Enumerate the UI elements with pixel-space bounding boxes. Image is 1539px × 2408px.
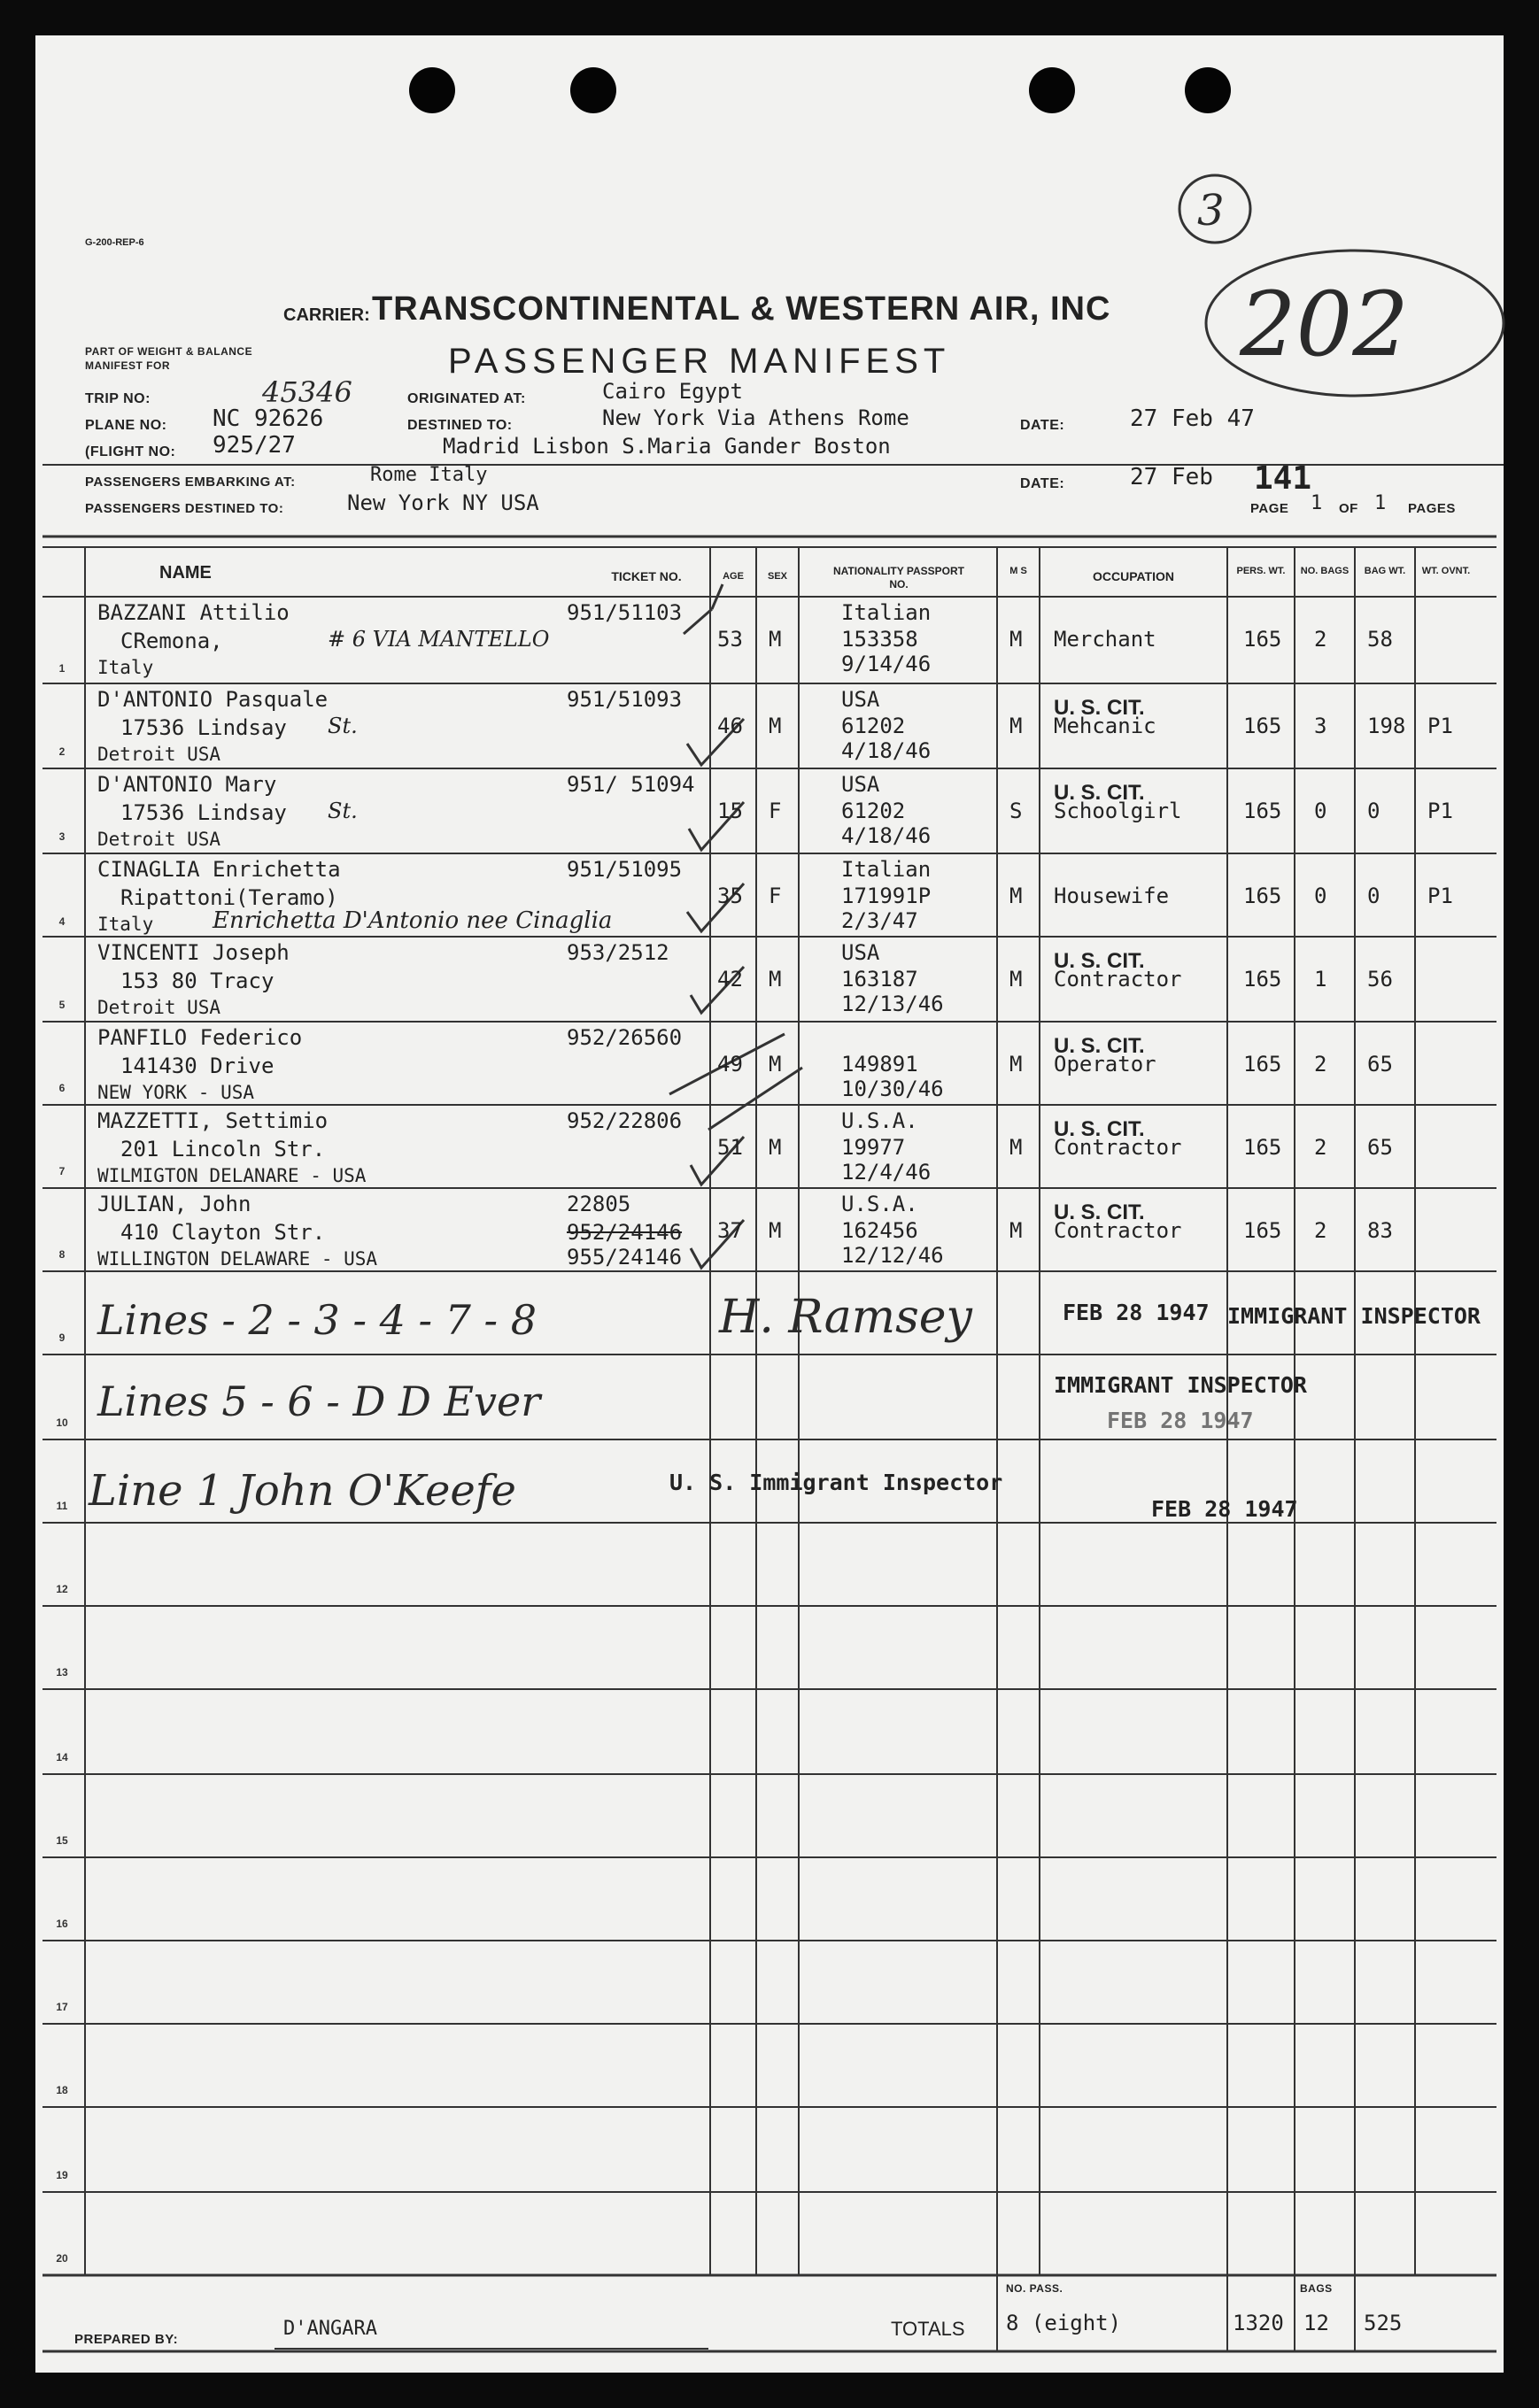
bag-weight: 58 xyxy=(1367,627,1393,652)
weight-overnight: P1 xyxy=(1427,714,1453,738)
stamp-title-3: U. S. Immigrant Inspector xyxy=(669,1470,1003,1495)
stamp-title-2: IMMIGRANT INSPECTOR xyxy=(1054,1372,1307,1398)
prepared-by-value: D'ANGARA xyxy=(283,2318,377,2340)
passenger-nationality: USA xyxy=(841,772,880,797)
inspection-line11-note: Line 1 John O'Keefe xyxy=(89,1466,516,1516)
passenger-occupation: Merchant xyxy=(1054,627,1156,652)
passenger-address-handwritten: St. xyxy=(328,799,358,823)
row-number: 2 xyxy=(58,745,66,758)
passenger-address: CRemona, xyxy=(120,629,223,653)
part-of-label: PART OF WEIGHT & BALANCE xyxy=(85,345,253,358)
ticket-number-corrected: 955/24146 xyxy=(567,1245,683,1270)
bag-weight: 0 xyxy=(1367,884,1380,908)
of-number: 1 xyxy=(1374,492,1387,514)
col-wt-ovnt: WT. OVNT. xyxy=(1421,566,1471,576)
passenger-occupation: Contractor xyxy=(1054,967,1182,992)
passport-number: 162456 xyxy=(841,1218,918,1243)
col-nationality: NATIONALITY PASSPORT NO. xyxy=(832,565,964,590)
marital-status: M xyxy=(1009,1135,1023,1160)
number-of-bags: 3 xyxy=(1314,714,1327,738)
no-pass-label: NO. PASS. xyxy=(1006,2282,1063,2295)
passenger-address-city: Italy xyxy=(97,657,154,678)
passenger-name-correction: Enrichetta D'Antonio nee Cinaglia xyxy=(213,907,613,934)
row-number: 10 xyxy=(56,1416,68,1429)
passport-number: 171991P xyxy=(841,884,932,908)
passenger-address-city: NEW YORK - USA xyxy=(97,1082,255,1103)
number-of-bags: 2 xyxy=(1314,1135,1327,1160)
page-label: PAGE xyxy=(1250,501,1289,516)
passenger-address: Ripattoni(Teramo) xyxy=(120,885,338,910)
ticket-number: 22805 xyxy=(567,1192,631,1216)
page-number: 1 xyxy=(1311,492,1323,514)
passenger-age: 46 xyxy=(717,714,743,738)
bag-weight: 198 xyxy=(1367,714,1406,738)
passenger-sex: M xyxy=(769,1218,782,1243)
passenger-name: BAZZANI Attilio xyxy=(97,600,290,625)
passport-number: 163187 xyxy=(841,967,918,992)
row-number: 9 xyxy=(58,1331,66,1344)
citizenship-stamp: U. S. CIT. xyxy=(1054,1200,1145,1224)
destined-label: DESTINED TO: xyxy=(407,418,513,433)
prepared-by-label: PREPARED BY: xyxy=(74,2332,179,2347)
plane-number: NC 92626 xyxy=(213,405,324,432)
number-of-bags: 0 xyxy=(1314,799,1327,823)
passenger-nationality: Italian xyxy=(841,600,932,625)
number-of-bags: 2 xyxy=(1314,627,1327,652)
carrier-name: TRANSCONTINENTAL & WESTERN AIR, INC xyxy=(372,290,1111,328)
passenger-occupation: Mehcanic xyxy=(1054,714,1156,738)
stamp-title-1: IMMIGRANT INSPECTOR xyxy=(1227,1303,1481,1329)
row-number: 20 xyxy=(56,2252,68,2265)
col-name: NAME xyxy=(159,563,212,583)
row-number: 3 xyxy=(58,830,66,843)
row-number: 16 xyxy=(56,1918,68,1930)
inspector-signature-1: H. Ramsey xyxy=(719,1291,972,1344)
passenger-sex: M xyxy=(769,1052,782,1077)
col-bag-wt: BAG WT. xyxy=(1364,566,1406,576)
part-of-label-2: MANIFEST FOR xyxy=(85,359,170,372)
passenger-address-handwritten: # 6 VIA MANTELLO xyxy=(328,627,550,652)
number-of-bags: 1 xyxy=(1314,967,1327,992)
passenger-address-city: Detroit USA xyxy=(97,997,221,1018)
passenger-address-city: Italy xyxy=(97,914,154,935)
passenger-age: 15 xyxy=(717,799,743,823)
stamp-date-2: FEB 28 1947 xyxy=(1107,1408,1254,1433)
number-of-bags: 0 xyxy=(1314,884,1327,908)
passport-date: 4/18/46 xyxy=(841,823,932,848)
passenger-address-city: WILMIGTON DELANARE - USA xyxy=(97,1165,367,1186)
personal-weight: 165 xyxy=(1243,1052,1282,1077)
passenger-address-handwritten: St. xyxy=(328,714,358,738)
passenger-sex: F xyxy=(769,884,782,908)
row-number: 4 xyxy=(58,915,66,928)
personal-weight: 165 xyxy=(1243,627,1282,652)
bag-wt-total: 525 xyxy=(1364,2311,1403,2335)
marital-status: M xyxy=(1009,1052,1023,1077)
table-grid xyxy=(35,35,1504,2373)
row-number: 18 xyxy=(56,2084,68,2096)
passenger-address: 201 Lincoln Str. xyxy=(120,1137,326,1162)
bag-weight: 56 xyxy=(1367,967,1393,992)
no-pass-total: 8 (eight) xyxy=(1006,2311,1122,2335)
citizenship-stamp: U. S. CIT. xyxy=(1054,949,1145,973)
row-number: 5 xyxy=(58,999,66,1011)
ticket-number: 951/51095 xyxy=(567,857,683,882)
marital-status: M xyxy=(1009,627,1023,652)
personal-weight: 165 xyxy=(1243,1218,1282,1243)
destined-pass-label: PASSENGERS DESTINED TO: xyxy=(85,501,284,516)
col-ticket: TICKET NO. xyxy=(611,569,682,583)
passenger-nationality: U.S.A. xyxy=(841,1108,918,1133)
destined-value-1: New York Via Athens Rome xyxy=(602,405,909,430)
row-number: 13 xyxy=(56,1666,68,1679)
ticket-number: 952/22806 xyxy=(567,1108,683,1133)
date2-year: 141 xyxy=(1254,460,1312,497)
manifest-title: PASSENGER MANIFEST xyxy=(448,342,951,381)
number-of-bags: 2 xyxy=(1314,1218,1327,1243)
col-pers-wt: PERS. WT. xyxy=(1236,566,1286,576)
personal-weight: 165 xyxy=(1243,884,1282,908)
marital-status: M xyxy=(1009,967,1023,992)
ticket-number: 951/ 51094 xyxy=(567,772,695,797)
date-value: 27 Feb 47 xyxy=(1130,405,1255,432)
personal-weight: 165 xyxy=(1243,967,1282,992)
passenger-name: MAZZETTI, Settimio xyxy=(97,1108,329,1133)
passenger-name: VINCENTI Joseph xyxy=(97,940,290,965)
passenger-sex: F xyxy=(769,799,782,823)
ticket-number: 951/51093 xyxy=(567,687,683,712)
passenger-nationality: USA xyxy=(841,940,880,965)
trip-label: TRIP NO: xyxy=(85,391,151,406)
weight-overnight: P1 xyxy=(1427,884,1453,908)
flight-number: 925/27 xyxy=(213,432,296,459)
passport-date: 10/30/46 xyxy=(841,1077,944,1101)
passenger-address: 17536 Lindsay xyxy=(120,800,287,825)
row-number: 19 xyxy=(56,2169,68,2181)
embarking-label: PASSENGERS EMBARKING AT: xyxy=(85,475,296,490)
row-number: 12 xyxy=(56,1583,68,1595)
passenger-sex: M xyxy=(769,1135,782,1160)
passenger-occupation: Schoolgirl xyxy=(1054,799,1182,823)
passenger-age: 42 xyxy=(717,967,743,992)
passport-number: 61202 xyxy=(841,714,906,738)
form-code: G-200-REP-6 xyxy=(85,237,144,248)
citizenship-stamp: U. S. CIT. xyxy=(1054,1117,1145,1141)
pages-label: PAGES xyxy=(1408,501,1456,516)
plane-label: PLANE NO: xyxy=(85,418,167,433)
col-age: AGE xyxy=(723,571,744,582)
passenger-occupation: Operator xyxy=(1054,1052,1156,1077)
circled-large-number: 202 xyxy=(1240,273,1409,376)
col-occupation: OCCUPATION xyxy=(1092,569,1175,583)
circled-number: 3 xyxy=(1197,186,1225,235)
passport-date: 9/14/46 xyxy=(841,652,932,676)
passenger-name: PANFILO Federico xyxy=(97,1025,303,1050)
date2-label: DATE: xyxy=(1020,476,1065,491)
marital-status: M xyxy=(1009,884,1023,908)
passport-number: 149891 xyxy=(841,1052,918,1077)
weight-overnight: P1 xyxy=(1427,799,1453,823)
passenger-address: 17536 Lindsay xyxy=(120,715,287,740)
citizenship-stamp: U. S. CIT. xyxy=(1054,696,1145,720)
bag-weight: 65 xyxy=(1367,1052,1393,1077)
passenger-occupation: Contractor xyxy=(1054,1218,1182,1243)
col-marital: M S xyxy=(1009,566,1027,576)
ticket-number: 951/51103 xyxy=(567,600,683,625)
of-label: OF xyxy=(1339,501,1358,516)
pers-wt-total: 1320 xyxy=(1233,2311,1284,2335)
row-number: 1 xyxy=(58,662,66,675)
col-sex: SEX xyxy=(767,571,787,582)
inspection-line10-note: Lines 5 - 6 - D D Ever xyxy=(97,1378,541,1425)
flight-label: (FLIGHT NO: xyxy=(85,444,176,459)
destined-value-2: Madrid Lisbon S.Maria Gander Boston xyxy=(443,434,891,459)
number-of-bags: 2 xyxy=(1314,1052,1327,1077)
passenger-nationality: Italian xyxy=(841,857,932,882)
passenger-sex: M xyxy=(769,714,782,738)
stamp-date-3: FEB 28 1947 xyxy=(1151,1496,1298,1522)
passport-date: 2/3/47 xyxy=(841,908,918,933)
ticket-number: 953/2512 xyxy=(567,940,669,965)
col-no-bags: NO. BAGS xyxy=(1300,566,1350,576)
bag-weight: 83 xyxy=(1367,1218,1393,1243)
passport-number: 19977 xyxy=(841,1135,906,1160)
passenger-nationality: USA xyxy=(841,687,880,712)
marital-status: M xyxy=(1009,1218,1023,1243)
bags-label: BAGS xyxy=(1300,2282,1333,2295)
destined-pass-value: New York NY USA xyxy=(347,490,539,515)
ticket-number-struck: 952/24146 xyxy=(567,1220,683,1245)
passenger-occupation: Contractor xyxy=(1054,1135,1182,1160)
passenger-address: 410 Clayton Str. xyxy=(120,1220,326,1245)
passenger-address: 153 80 Tracy xyxy=(120,969,275,993)
passenger-address-city: Detroit USA xyxy=(97,829,221,850)
marital-status: S xyxy=(1009,799,1023,823)
row-number: 7 xyxy=(58,1165,66,1177)
passenger-nationality: U.S.A. xyxy=(841,1192,918,1216)
ticket-number: 952/26560 xyxy=(567,1025,683,1050)
passport-date: 12/13/46 xyxy=(841,992,944,1016)
citizenship-stamp: U. S. CIT. xyxy=(1054,781,1145,805)
passenger-age: 53 xyxy=(717,627,743,652)
passenger-address-city: WILLINGTON DELAWARE - USA xyxy=(97,1248,378,1270)
row-number: 14 xyxy=(56,1751,68,1764)
passport-date: 4/18/46 xyxy=(841,738,932,763)
bags-total: 12 xyxy=(1303,2311,1329,2335)
bag-weight: 0 xyxy=(1367,799,1380,823)
passport-date: 12/12/46 xyxy=(841,1243,944,1268)
date2-value: 27 Feb xyxy=(1130,464,1213,490)
row-number: 11 xyxy=(56,1500,68,1512)
passenger-name: D'ANTONIO Pasquale xyxy=(97,687,329,712)
personal-weight: 165 xyxy=(1243,799,1282,823)
inspection-line9-note: Lines - 2 - 3 - 4 - 7 - 8 xyxy=(97,1296,537,1344)
passenger-age: 51 xyxy=(717,1135,743,1160)
passenger-age: 35 xyxy=(717,884,743,908)
passenger-sex: M xyxy=(769,967,782,992)
personal-weight: 165 xyxy=(1243,1135,1282,1160)
originated-value: Cairo Egypt xyxy=(602,379,743,404)
embarking-value: Rome Italy xyxy=(370,464,488,486)
row-number: 17 xyxy=(56,2001,68,2013)
carrier-label: CARRIER: xyxy=(283,305,370,325)
stamp-date-1: FEB 28 1947 xyxy=(1063,1300,1210,1325)
bag-weight: 65 xyxy=(1367,1135,1393,1160)
totals-label: TOTALS xyxy=(891,2318,965,2340)
citizenship-stamp: U. S. CIT. xyxy=(1054,1034,1145,1058)
passenger-name: CINAGLIA Enrichetta xyxy=(97,857,341,882)
passport-number: 61202 xyxy=(841,799,906,823)
passenger-address-city: Detroit USA xyxy=(97,744,221,765)
passenger-name: JULIAN, John xyxy=(97,1192,251,1216)
passenger-occupation: Housewife xyxy=(1054,884,1170,908)
passenger-age: 49 xyxy=(717,1052,743,1077)
date-label: DATE: xyxy=(1020,418,1065,433)
passenger-age: 37 xyxy=(717,1218,743,1243)
passenger-name: D'ANTONIO Mary xyxy=(97,772,277,797)
personal-weight: 165 xyxy=(1243,714,1282,738)
row-number: 6 xyxy=(58,1082,66,1094)
passenger-sex: M xyxy=(769,627,782,652)
row-number: 15 xyxy=(56,1834,68,1847)
manifest-sheet xyxy=(35,35,1504,2373)
passenger-address: 141430 Drive xyxy=(120,1054,275,1078)
marital-status: M xyxy=(1009,714,1023,738)
trip-number: 45346 xyxy=(262,375,352,409)
passport-number: 153358 xyxy=(841,627,918,652)
originated-label: ORIGINATED AT: xyxy=(407,391,526,406)
row-number: 8 xyxy=(58,1248,66,1261)
passport-date: 12/4/46 xyxy=(841,1160,932,1185)
